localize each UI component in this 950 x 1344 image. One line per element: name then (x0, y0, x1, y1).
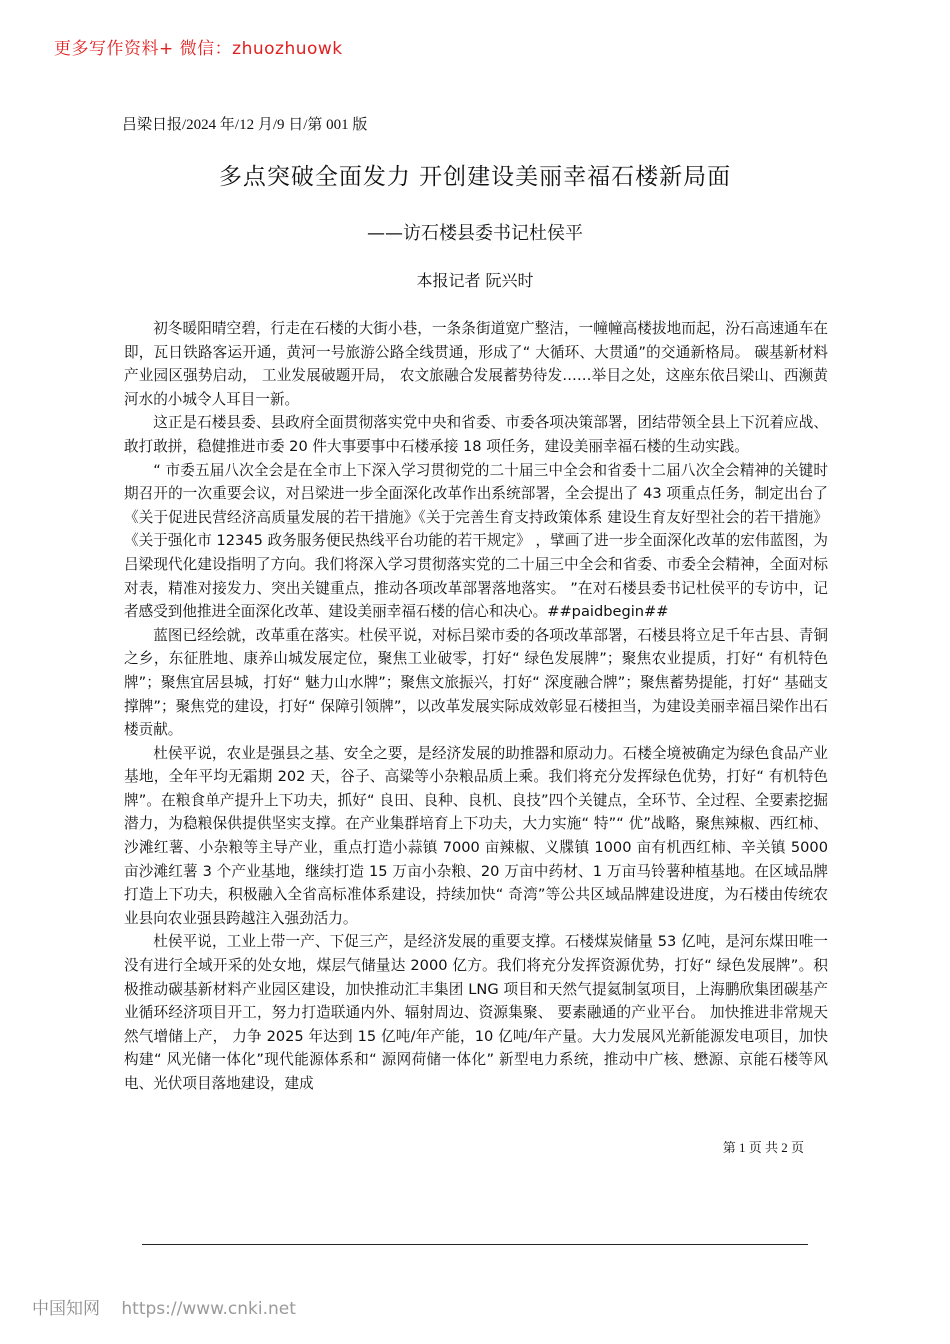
paragraph: 初冬暖阳晴空碧，行走在石楼的大街小巷，一条条街道宽广整洁，一幢幢高楼拔地而起，汾石高速通车在即，瓦日铁路客运开通，黄河一号旅游公路全线贯通，形成了“ 大循环、大贯通”的交通新格局。 碳基新材料产业园区强势启动， 工业发展破题开局， 农文旅融合发展蓄势待发……举目之处，这座东依吕梁山、西濒黄河水的小城令人耳目一新。 (124, 320, 828, 408)
article-body (124, 317, 828, 1096)
footer-url[interactable]: https://www.cnki.net (121, 1299, 296, 1319)
paragraph: 这正是石楼县委、县政府全面贯彻落实党中央和省委、市委各项决策部署，团结带领全县上下沉着应战、敢打敢拼，稳健推进市委 20 件大事要事中石楼承接 18 项任务，建设美丽幸福石楼的生动实践。 (124, 414, 828, 455)
paragraph: 杜侯平说，农业是强县之基、安全之要，是经济发展的助推器和原动力。石楼全境被确定为绿色食品产业基地，全年平均无霜期 202 天，谷子、高粱等小杂粮品质上乘。我们将充分发挥绿色优势，打好“ 有机特色牌”。在粮食单产提升上下功夫，抓好“ 良田、良种、良机、良技”四个关键点，全环节、全过程、全要素挖掘潜力，为稳粮保供提供坚实支撑。在产业集群培育上下功夫，大力实施“ 特”“ 优”战略，聚焦辣椒、西红柿、沙滩红薯、小杂粮等主导产业，重点打造小蒜镇 7000 亩辣椒、义牒镇 1000 亩有机西红柿、辛关镇 5000 亩沙滩红薯 3 个产业基地，继续打造 15 万亩小杂粮、20 万亩中药材、1 万亩马铃薯种植基地。在区域品牌打造上下功夫，积极融入全省高标准体系建设，持续加快“ 奇湾”等公共区域品牌建设进度，为石楼由传统农业县向农业强县跨越注入强劲活力。 (124, 744, 828, 927)
promo-banner: 更多写作资料+ 微信：zhuozhuowk (54, 39, 343, 59)
paragraph: 蓝图已经绘就，改革重在落实。杜侯平说，对标吕梁市委的各项改革部署，石楼县将立足千年古县、青铜之乡，东征胜地、康养山城发展定位，聚焦工业破零，打好“ 绿色发展牌”；聚焦农业提质，打好“ 有机特色牌”；聚焦宜居县城，打好“ 魅力山水牌”；聚焦文旅振兴，打好“ 深度融合牌”；聚焦蓄势提能，打好“ 基础支撑牌”；聚焦党的建设，打好“ 保障引领牌”，以改革发展实际成效彰显石楼担当，为建设美丽幸福吕梁作出石楼贡献。 (124, 626, 828, 739)
divider (142, 1244, 808, 1245)
byline: 本报记者 阮兴时 (416, 271, 534, 290)
article-title: 多点突破全面发力 开创建设美丽幸福石楼新局面 (218, 164, 732, 190)
paragraph: “ 市委五届八次全会是在全市上下深入学习贯彻党的二十届三中全会和省委十二届八次全会精神的关键时期召开的一次重要会议，对吕梁进一步全面深化改革作出系统部署，全会提出了 43 项重点任务，制定出台了《关于促进民营经济高质量发展的若干措施》《关于完善生育支持政策体系 建设生育友好型社会的若干措施》《关于强化市 12345 政务服务便民热线平台功能的若干规定》 ，擘画了进一步全面深化改革的宏伟蓝图，为吕梁现代化建设指明了方向。我们将深入学习贯彻落实党的二十届三中全会和省委、市委全会精神，全面对标对表，精准对接发力、突出关键重点，推动各项改革部署落地落实。 ”在对石楼县委书记杜侯平的专访中，记者感受到他推进全面深化改革、建设美丽幸福石楼的信心和决心。##paidbegin## (124, 461, 828, 621)
paragraph: 杜侯平说，工业上带一产、下促三产，是经济发展的重要支撑。石楼煤炭储量 53 亿吨，是河东煤田唯一没有进行全域开采的处女地，煤层气储量达 2000 亿方。我们将充分发挥资源优势，打好“ 绿色发展牌”。积极推动碳基新材料产业园区建设，加快推动汇丰集团 LNG 项目和天然气提氦制氢项目，上海鹏欣集团碳基产业循环经济项目开工，努力打造联通内外、辐射周边、资源集聚、 要素融通的产业平台。 加快推进非常规天然气增储上产， 力争 2025 年达到 15 亿吨/年产能，10 亿吨/年产量。大力发展风光新能源发电项目，加快构建“ 风光储一体化”现代能源体系和“ 源网荷储一体化” 新型电力系统，推动中广核、懋源、京能石楼等风电、光伏项目落地建设，建成 (124, 933, 828, 1092)
page-number: 第 1 页 共 2 页 (722, 1140, 804, 1155)
article-subtitle: ——访石楼县委书记杜侯平 (367, 223, 583, 244)
source-line: 吕梁日报/2024 年/12 月/9 日/第 001 版 (122, 117, 368, 133)
cnki-logo: 中国知网 (32, 1299, 100, 1319)
footer (32, 1294, 296, 1319)
